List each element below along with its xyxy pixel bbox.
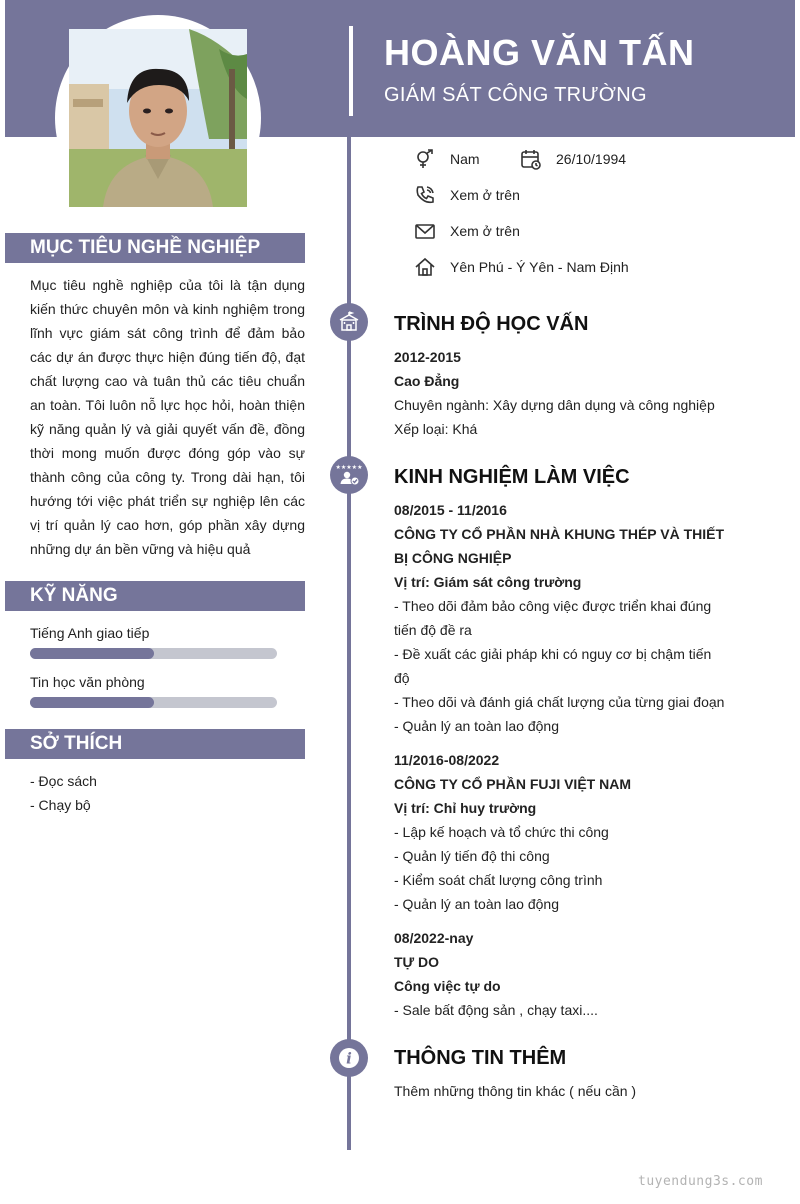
gender-value: Nam (450, 151, 480, 167)
objective-heading: MỤC TIÊU NGHỀ NGHIỆP (5, 233, 305, 263)
job-duty: - Kiểm soát chất lượng công trình (394, 872, 603, 888)
education-major: Chuyên ngành: Xây dựng dân dụng và công nghiệp (394, 397, 715, 413)
svg-text:★★★★★: ★★★★★ (335, 464, 363, 471)
experience-icon (330, 456, 368, 494)
job-duty: - Quản lý an toàn lao động (394, 896, 560, 912)
contact-email (414, 219, 520, 243)
hobby-item: - Đọc sách (30, 773, 97, 789)
job-company: CÔNG TY CỔ PHẦN NHÀ KHUNG THÉP VÀ THIẾT BỊ CÔNG NGHIỆP (394, 526, 725, 566)
phone-value: Xem ở trên (450, 187, 520, 203)
job-duty: - Theo dõi và đánh giá chất lượng của từng giai đoạn (394, 694, 725, 710)
objective-text: Mục tiêu nghề nghiệp của tôi là tận dụng kiến thức chuyên môn và kinh nghiệm trong lĩnh vực giám sát công trình để đảm bảo các dự án được thực hiện đúng tiến độ, đạt chất lượng cao và tuân thủ các tiêu chuẩn an toàn. Tôi luôn nỗ lực học hỏi, hoàn thiện kỹ năng quản lý và giải quyết vấn đề, đồng thời mong muốn được đóng góp vào sự thành công của công ty. Trong dài hạn, tôi hướng tới việc phát triển sự nghiệp lên các vị trí quản lý cao hơn, góp phần xây dựng những dự án bền vững và hiệu quả (30, 277, 305, 557)
education-grade: Xếp loại: Khá (394, 421, 478, 437)
job-company: TỰ DO (394, 954, 440, 970)
hobbies-heading: SỞ THÍCH (5, 729, 305, 759)
candidate-name: HOÀNG VĂN TẤN (384, 32, 695, 73)
job-position: Vị trí: Giám sát công trường (394, 574, 582, 590)
school-icon (330, 303, 368, 341)
svg-text:i: i (346, 1049, 352, 1068)
job-duty: - Quản lý an toàn lao động (394, 718, 560, 734)
skill-bar-fill (30, 697, 154, 708)
job-duty: - Quản lý tiến độ thi công (394, 848, 550, 864)
job-position: Công việc tự do (394, 978, 501, 994)
candidate-title: GIÁM SÁT CÔNG TRƯỜNG (384, 84, 647, 106)
calendar-icon (520, 148, 542, 170)
phone-icon (414, 184, 436, 206)
info-icon (330, 1039, 368, 1077)
email-value: Xem ở trên (450, 223, 520, 239)
avatar (69, 29, 247, 207)
education-heading: TRÌNH ĐỘ HỌC VẤN (394, 313, 589, 335)
education-period: 2012-2015 (394, 349, 461, 365)
contact-address (414, 255, 629, 279)
education-school: Cao Đẳng (394, 373, 460, 389)
header-divider (349, 26, 353, 116)
job-position: Vị trí: Chỉ huy trường (394, 800, 537, 816)
additional-heading: THÔNG TIN THÊM (394, 1047, 567, 1069)
watermark: tuyendung3s.com (638, 1174, 763, 1189)
contact-phone (414, 183, 520, 207)
job-company: CÔNG TY CỔ PHẦN FUJI VIỆT NAM (394, 776, 631, 792)
skill-bar-fill (30, 648, 154, 659)
address-value: Yên Phú - Ý Yên - Nam Định (450, 259, 629, 275)
hobby-item: - Chạy bộ (30, 797, 91, 813)
job-period: 08/2015 - 11/2016 (394, 502, 507, 518)
skill-bar (30, 697, 277, 708)
job-duty: - Theo dõi đảm bảo công việc được triển khai đúng tiến độ đề ra (394, 598, 712, 638)
experience-heading: KINH NGHIỆM LÀM VIỆC (394, 466, 630, 488)
job-duty: - Sale bất động sản , chạy taxi.... (394, 1002, 598, 1018)
gender-icon (414, 148, 436, 170)
skill-name: Tin học văn phòng (30, 674, 145, 690)
job-period: 11/2016-08/2022 (394, 752, 500, 768)
birthday-value: 26/10/1994 (556, 151, 627, 167)
contact-birthday (520, 147, 626, 171)
skill-name: Tiếng Anh giao tiếp (30, 625, 150, 641)
additional-text: Thêm những thông tin khác ( nếu cần ) (394, 1083, 637, 1099)
job-duty: - Đề xuất các giải pháp khi có nguy cơ bị chậm tiến độ (394, 646, 712, 686)
job-duty: - Lập kế hoạch và tổ chức thi công (394, 824, 609, 840)
timeline-line (347, 137, 351, 1150)
job-period: 08/2022-nay (394, 930, 474, 946)
envelope-icon (414, 220, 436, 242)
home-icon (414, 256, 436, 278)
contact-gender (414, 147, 480, 171)
skill-bar (30, 648, 277, 659)
skills-heading: KỸ NĂNG (5, 581, 305, 611)
